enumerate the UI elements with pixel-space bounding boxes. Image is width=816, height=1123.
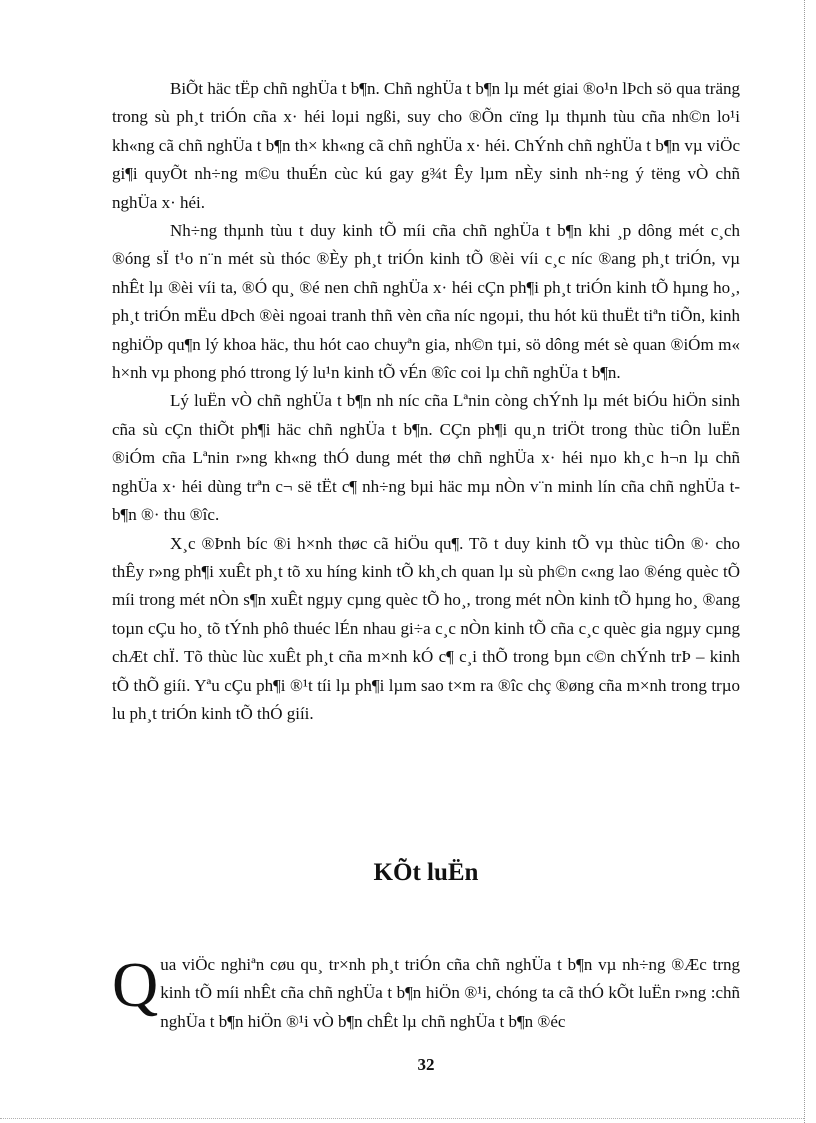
- drop-cap: Q: [112, 949, 159, 1020]
- paragraph: Lý luËn vÒ chñ nghÜa t b¶n nh níc cña Lªnin còng chÝnh lµ mét biÓu hiÖn sinh cña sù cÇn thiÕt ph¶i häc chñ nghÜa t b¶n. CÇn ph¶i qu¸n triÖt trong thùc tiÔn luËn ®iÓm cña Lªnin r»ng kh«ng thÓ dung mét thø chñ nghÜa x· héi nµo kh¸c h¬n lµ chñ nghÜa x· héi dùng trªn c¬ së tËt c¶ nh÷ng bµi häc mµ nÒn v¨n minh lín cña chñ nghÜa t b¶n ®· thu ®îc.: [112, 391, 740, 525]
- conclusion-paragraph: [112, 951, 740, 1036]
- page-number: 32: [417, 1055, 435, 1074]
- paragraph: X¸c ®Þnh bíc ®i h×nh thøc cã hiÖu qu¶. Tõ t duy kinh tÕ vµ thùc tiÔn ®· cho thÊy r»ng ph¶i xuÊt ph¸t tõ xu híng kinh tÕ kh¸ch quan lµ sù ph©n c«ng lao ®éng quèc tÕ míi trong mét nÒn s¶n xuÊt ngµy cµng quèc tÕ ho¸, trong mét nÒn kinh tÕ hµng ho¸ ®ang toµn cÇu ho¸ tõ tÝnh phô thuéc lÉn nhau gi÷a c¸c nÒn kinh tÕ cña c¸c quèc gia ngµy cµng chÆt chÏ. Tõ thùc lùc xuÊt ph¸t cña m×nh kÓ c¶ c¸i thÕ trong bµn c©n chÝnh trÞ – kinh tÕ thÕ giíi. Yªu cÇu ph¶i ®¹t tíi lµ ph¶i lµm sao t×m ra ®îc chç ®øng cña m×nh trong trµo lu ph¸t triÓn kinh tÕ thÓ giíi.: [112, 533, 740, 723]
- right-border-rule: [804, 0, 805, 1123]
- body-text: [112, 75, 740, 728]
- paragraph: BiÕt häc tËp chñ nghÜa t b¶n. Chñ nghÜa t b¶n lµ mét giai ®o¹n lÞch sö qua träng trong sù ph¸t triÓn cña x· héi loµi ngßi, suy cho ®Õn cïng lµ thµnh tùu cña nh©n lo¹i kh«ng cã chñ nghÜa t b¶n th× kh«ng cã chñ nghÜa x· héi. ChÝnh chñ nghÜa t b¶n vµ viÖc gi¶i quyÕt nh÷ng m©u thuÉn cùc kú gay g¾t Êy lµm nÈy sinh nh÷ng ý tëng vÒ chñ nghÜa x· héi.: [112, 79, 740, 212]
- conclusion-text: ua viÖc nghiªn cøu qu¸ tr×nh ph¸t triÓn cña chñ nghÜa t b¶n vµ nh÷ng ®Æc trng kinh tÕ míi nhÊt cña chñ nghÜa t b¶n hiÖn ®¹i, chóng ta cã thÓ kÕt luËn r»ng :chñ nghÜa t b¶n hiÖn ®¹i vÒ b¶n chÊt lµ chñ nghÜa t b¶n ®éc: [160, 955, 740, 1031]
- paragraph: Nh÷ng thµnh tùu t duy kinh tÕ míi cña chñ nghÜa t b¶n khi ¸p dông mét c¸ch ®óng sÏ t¹o n¨n mét sù thóc ®Èy ph¸t triÓn kinh tÕ ®èi víi c¸c níc ®ang ph¸t triÓn, vµ nhÊt lµ ®èi víi ta, ®Ó qu¸ ®é nen chñ nghÜa x· héi cÇn ph¶i ph¸t triÓn kinh tÕ hµng ho¸, ph¸t triÓn mËu dÞch ®èi ngoai tranh thñ vèn cña níc ngoµi, thu hót kü thuËt tiªn tiÕn, kinh nghiÖp qu¶n lý khoa häc, thu hót cao chuyªn gia, nh©n tµi, sö dông mét sè quan ®iÓm m« h×nh vµ phong phó ttrong lý lu¹n kinh tÕ vÉn ®îc coi lµ chñ nghÜa t b¶n.: [112, 221, 740, 383]
- section-heading: KÕt luËn: [373, 859, 479, 886]
- conclusion-section: [112, 951, 740, 1036]
- bottom-border-rule: [0, 1118, 804, 1119]
